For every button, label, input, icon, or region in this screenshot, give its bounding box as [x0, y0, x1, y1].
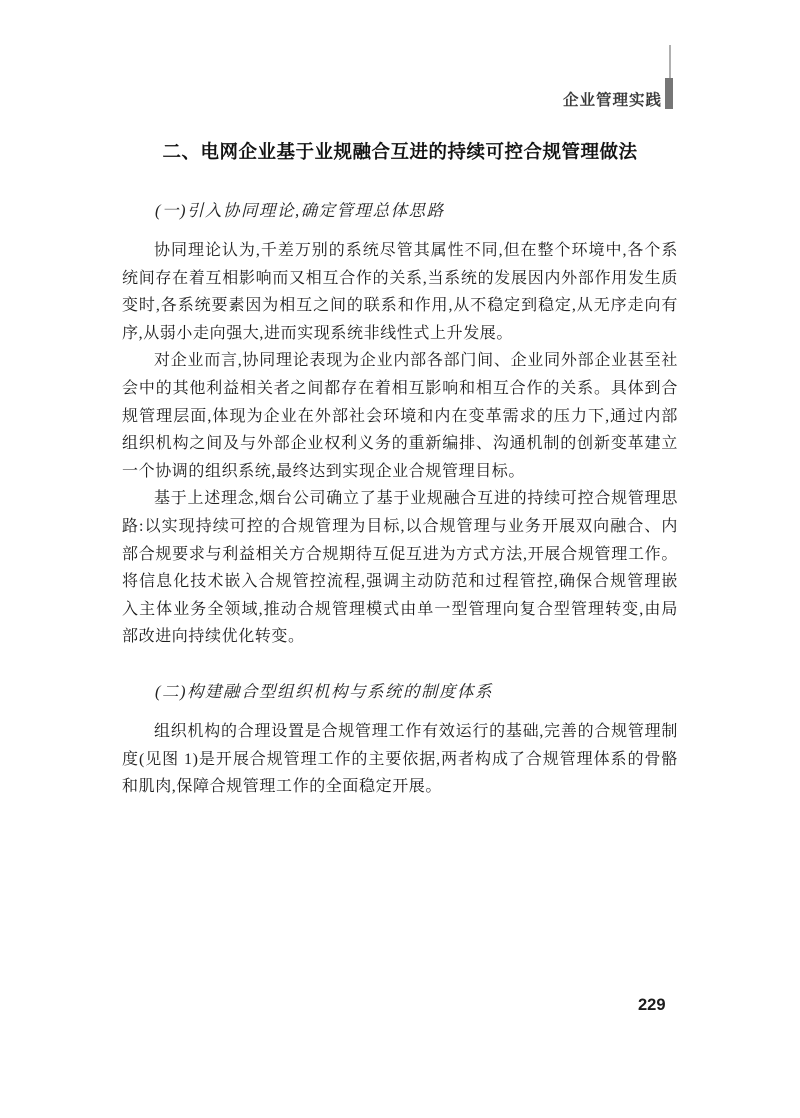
paragraph: 基于上述理念,烟台公司确立了基于业规融合互进的持续可控合规管理思路:以实现持续可控的合规管理为目标,以合规管理与业务开展双向融合、内部合规要求与利益相关方合规期待互促互进为方式方法,开展合规管理工作。将信息化技术嵌入合规管控流程,强调主动防范和过程管控,确保合规管理嵌入主体业务全领域,推动合规管理模式由单一型管理向复合型管理转变,由局部改进向持续优化转变。 — [122, 490, 678, 646]
page-content — [122, 138, 678, 801]
section-heading-2: (二)构建融合型组织机构与系统的制度体系 — [155, 681, 493, 701]
page-number: 229 — [638, 996, 666, 1014]
paragraph: 组织机构的合理设置是合规管理工作有效运行的基础,完善的合规管理制度(见图 1)是开展合规管理工作的主要依据,两者构成了合规管理体系的骨骼和肌肉,保障合规管理工作的全面稳定开展。 — [122, 722, 678, 796]
paragraph: 协同理论认为,千差万别的系统尽管其属性不同,但在整个环境中,各个系统间存在着互相影响而又相互合作的关系,当系统的发展因内外部作用发生质变时,各系统要素因为相互之间的联系和作用,从不稳定到稳定,从无序走向有序,从弱小走向强大,进而实现系统非线性式上升发展。 — [122, 242, 678, 342]
header-accent-bar — [665, 78, 673, 109]
paragraph: 对企业而言,协同理论表现为企业内部各部门间、企业同外部企业甚至社会中的其他利益相关者之间都存在着相互影响和相互合作的关系。具体到合规管理层面,体现为企业在外部社会环境和内在变革需求的压力下,通过内部组织机构之间及与外部企业权利义务的重新编排、沟通机制的创新变革建立一个协调的组织系统,最终达到实现企业合规管理目标。 — [122, 352, 678, 480]
section-heading-1: (一)引入协同理论,确定管理总体思路 — [155, 201, 445, 220]
running-header-title: 企业管理实践 — [562, 92, 662, 109]
page-title: 二、电网企业基于业规融合互进的持续可控合规管理做法 — [162, 141, 638, 162]
header-thin-rule — [669, 45, 671, 79]
